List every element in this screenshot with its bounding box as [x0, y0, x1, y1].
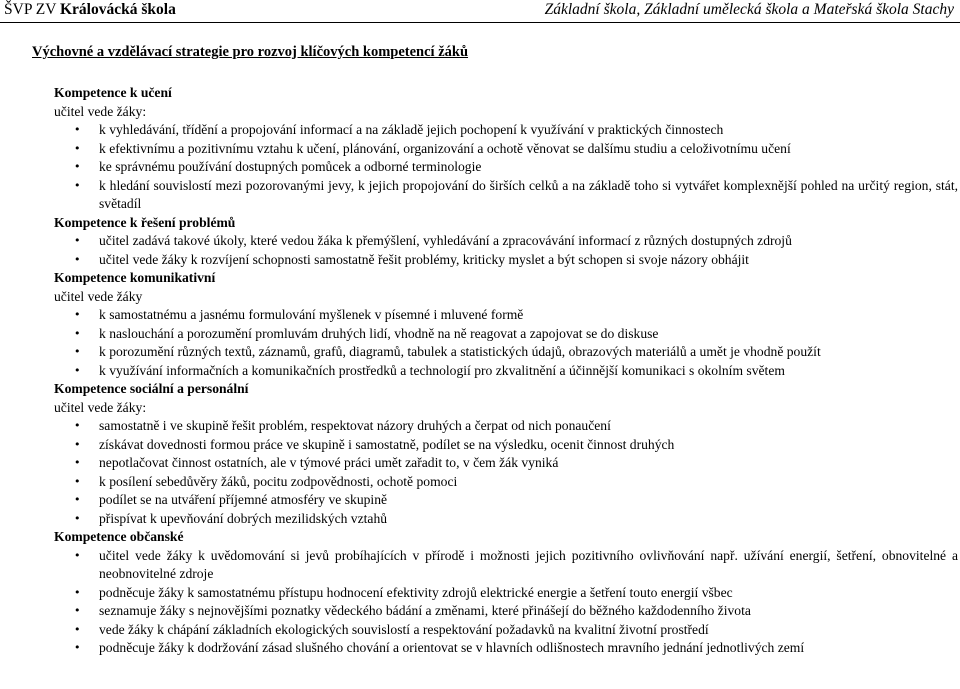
competence-intro: učitel vede žáky — [54, 288, 143, 304]
list-item: • učitel vede žáky k uvědomování si jevů probíhajících v přírodě i možnosti jejich pozitivního ovlivňování např. užívání energií, šetření, obnovitelné a neobnovitelné zdroje — [54, 547, 958, 584]
list-item: • k posílení sebedůvěry žáků, pocitu zodpovědnosti, ochotě pomoci — [54, 473, 958, 492]
list-item: • podílet se na utváření příjemné atmosféry ve skupině — [54, 491, 958, 510]
list-item: • k efektivnímu a pozitivnímu vztahu k učení, plánování, organizování a ochotě věnovat se dalšímu studiu a celoživotnímu učení — [54, 140, 958, 159]
list-item: • k vyhledávání, třídění a propojování informací a na základě jejich pochopení k využívání v praktických činnostech — [54, 121, 958, 140]
header-school-name — [4, 1, 176, 19]
list-item: • podněcuje žáky k samostatnému přístupu hodnocení efektivity zdrojů elektrické energie a šetření touto energií všbec — [54, 584, 958, 603]
competence-heading: Kompetence občanské — [54, 529, 184, 544]
list-item: • seznamuje žáky s nejnovějšími poznatky vědeckého bádání a změnami, které přinášejí do běžného každodenního života — [54, 602, 958, 621]
list-item: • k porozumění různých textů, záznamů, grafů, diagramů, tabulek a statistických údajů, obrazových materiálů a umět je vhodně použít — [54, 343, 958, 362]
competence-heading: Kompetence komunikativní — [54, 270, 216, 285]
header-school-bold: Královácká škola — [60, 1, 176, 18]
competence-list — [54, 121, 958, 214]
competence-heading: Kompetence k učení — [54, 85, 172, 100]
list-item: • získávat dovednosti formou práce ve skupině i samostatně, podílet se na výsledku, ocenit činnost druhých — [54, 436, 958, 455]
list-item: • učitel vede žáky k rozvíjení schopnosti samostatně řešit problémy, kriticky myslet a být schopen si svoje názory obhájit — [54, 251, 958, 270]
competence-list — [54, 232, 958, 269]
competence-list — [54, 306, 958, 380]
competence-section — [54, 380, 958, 528]
header-prefix: ŠVP ZV — [4, 1, 57, 18]
competence-section — [54, 528, 958, 658]
list-item: • k samostatnému a jasnému formulování myšlenek v písemné i mluvené formě — [54, 306, 958, 325]
header-institution: Základní škola, Základní umělecká škola a Mateřská škola Stachy — [544, 1, 954, 18]
list-item: • nepotlačovat činnost ostatních, ale v týmové práci umět zařadit to, v čem žák vyniká — [54, 454, 958, 473]
competence-section — [54, 214, 958, 270]
list-item: • učitel zadává takové úkoly, které vedou žáka k přemýšlení, vyhledávání a zpracovávání informací z různých dostupných zdrojů — [54, 232, 958, 251]
page-header — [0, 0, 960, 23]
list-item: • podněcuje žáky k dodržování zásad slušného chování a orientovat se v hlavních odlišnostech mravního jednání jednotlivých zemí — [54, 639, 958, 658]
competence-heading: Kompetence sociální a personální — [54, 381, 249, 396]
list-item: • k hledání souvislostí mezi pozorovanými jevy, k jejich propojování do širších celků a na základě toho si vytvářet komplexnější pohled na určitý region, stát, světadíl — [54, 177, 958, 214]
competence-intro: učitel vede žáky: — [54, 103, 147, 119]
list-item: • k využívání informačních a komunikačních prostředků a technologií pro zkvalitnění a účinnější komunikaci s okolním světem — [54, 362, 958, 381]
competence-list — [54, 547, 958, 658]
list-item: • vede žáky k chápání základních ekologických souvislostí a respektování požadavků na kvalitní životní prostředí — [54, 621, 958, 640]
competence-list — [54, 417, 958, 528]
section-title: Výchovné a vzdělávací strategie pro rozvoj klíčových kompetencí žáků — [32, 44, 469, 60]
list-item: • přispívat k upevňování dobrých mezilidských vztahů — [54, 510, 958, 529]
list-item: • k naslouchání a porozumění promluvám druhých lidí, vhodně na ně reagovat a zapojovat se do diskuse — [54, 325, 958, 344]
list-item: • samostatně i ve skupině řešit problém, respektovat názory druhých a čerpat od nich ponaučení — [54, 417, 958, 436]
competences-content — [54, 84, 958, 658]
competence-intro: učitel vede žáky: — [54, 399, 147, 415]
list-item: • ke správnému používání dostupných pomůcek a odborné terminologie — [54, 158, 958, 177]
competence-section — [54, 84, 958, 214]
competence-section — [54, 269, 958, 380]
competence-heading: Kompetence k řešení problémů — [54, 214, 236, 230]
